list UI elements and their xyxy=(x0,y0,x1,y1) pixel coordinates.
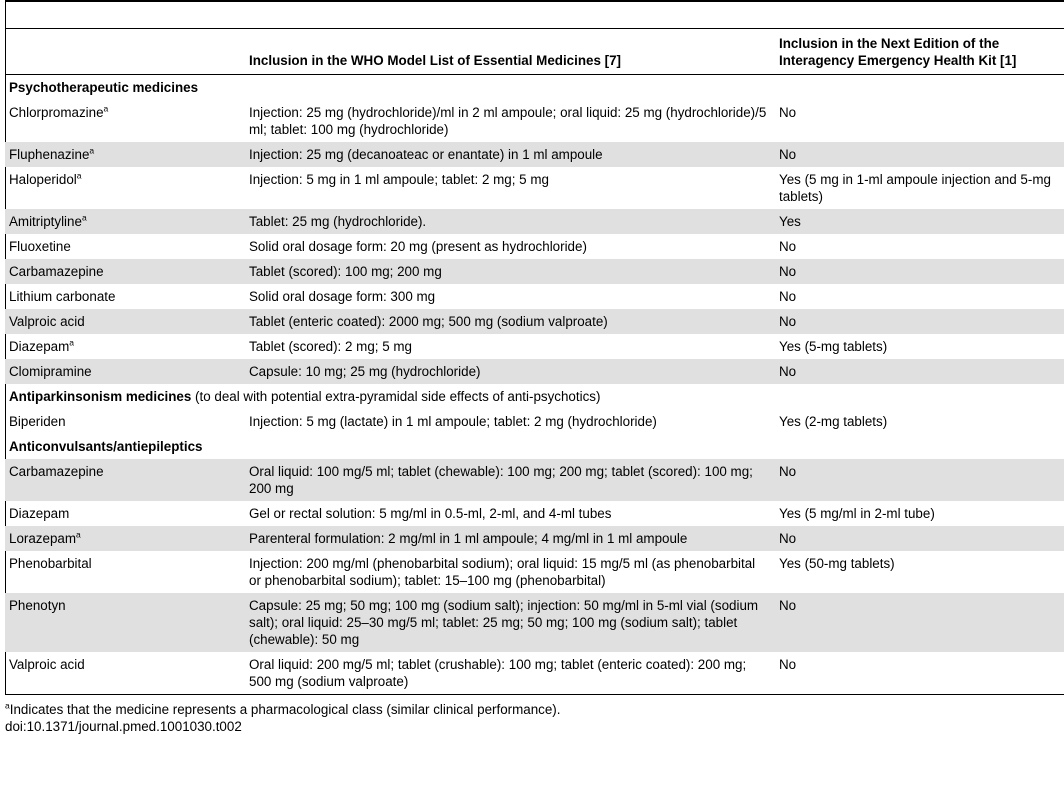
table-row xyxy=(5,501,1064,526)
emergency-kit-cell: No xyxy=(779,105,797,120)
medicine-name-cell xyxy=(5,209,245,234)
medicine-name: Valproic acid xyxy=(9,314,85,329)
emergency-kit-cell: Yes (50-mg tablets) xyxy=(779,556,895,571)
section-title: Psychotherapeutic medicines xyxy=(9,80,199,95)
footnote-marker: a xyxy=(5,700,10,711)
class-marker: a xyxy=(76,529,81,540)
table-row xyxy=(5,284,1064,309)
who-list-cell: Tablet: 25 mg (hydrochloride). xyxy=(245,209,775,234)
class-marker: a xyxy=(89,145,95,156)
medicine-name-cell xyxy=(5,409,245,434)
medicine-name-cell xyxy=(5,501,245,526)
top-rule xyxy=(5,0,1064,2)
medicine-name-cell xyxy=(5,309,245,334)
who-list-cell: Capsule: 10 mg; 25 mg (hydrochloride) xyxy=(245,359,775,384)
medicine-name-cell xyxy=(5,167,245,209)
medicine-name-cell xyxy=(5,234,245,259)
table-row xyxy=(5,551,1064,593)
table-row xyxy=(5,309,1064,334)
who-list-cell: Capsule: 25 mg; 50 mg; 100 mg (sodium salt); injection: 50 mg/ml in 5-ml vial (sodium salt); oral liquid: 25–30 mg/5 ml; tablet: 25 mg; 50 mg; 100 mg (sodium salt); tablet (chewable): 50 mg xyxy=(245,593,775,652)
header-emergency-kit: Inclusion in the Next Edition of the Interagency Emergency Health Kit [1] xyxy=(779,36,1017,68)
medicine-name-cell xyxy=(5,100,245,142)
header-medicine xyxy=(5,29,245,75)
emergency-kit-cell: Yes (5 mg in 1-ml ampoule injection and 5-mg tablets) xyxy=(779,172,1051,204)
table-header xyxy=(5,29,1064,75)
section-heading xyxy=(5,434,1064,459)
medicine-name: Biperiden xyxy=(9,414,66,429)
table-row xyxy=(5,409,1064,434)
section-title: Anticonvulsants/antiepileptics xyxy=(9,439,203,454)
medicine-name: Carbamazepine xyxy=(9,464,104,479)
medicine-name: Lithium carbonate xyxy=(9,289,116,304)
class-marker: a xyxy=(76,170,82,181)
emergency-kit-cell: No xyxy=(775,142,1064,167)
emergency-kit-cell: No xyxy=(775,593,1064,652)
table-row xyxy=(5,234,1064,259)
emergency-kit-cell: Yes (2-mg tablets) xyxy=(779,414,888,429)
medicine-name: Clomipramine xyxy=(9,364,92,379)
medicine-name-cell xyxy=(5,334,245,359)
footnote xyxy=(5,701,560,718)
section-row xyxy=(5,75,1064,101)
table-row xyxy=(5,142,1064,167)
class-marker: a xyxy=(69,337,75,348)
medicine-name: Diazepam xyxy=(9,506,70,521)
medicine-name: Fluoxetine xyxy=(9,239,71,254)
section-title: Antiparkinsonism medicines xyxy=(9,389,192,404)
who-list-cell: Tablet (scored): 2 mg; 5 mg xyxy=(249,339,412,354)
table-row xyxy=(5,209,1064,234)
medicine-name-cell xyxy=(5,142,245,167)
section-heading xyxy=(5,384,1064,409)
medicine-name-cell xyxy=(5,526,245,551)
medicine-name-cell xyxy=(5,593,245,652)
emergency-kit-cell: No xyxy=(775,259,1064,284)
medicine-name-cell xyxy=(5,284,245,309)
medicine-name: Phenobarbital xyxy=(9,556,92,571)
medicine-name: Amitriptyline xyxy=(9,214,82,229)
emergency-kit-cell: No xyxy=(775,359,1064,384)
table-row xyxy=(5,652,1064,695)
who-list-cell: Injection: 25 mg (decanoateac or enantate) in 1 ml ampoule xyxy=(245,142,775,167)
table-row xyxy=(5,167,1064,209)
emergency-kit-cell: Yes xyxy=(775,209,1064,234)
medicines-table xyxy=(5,29,1064,695)
who-list-cell: Solid oral dosage form: 20 mg (present as hydrochloride) xyxy=(249,239,587,254)
emergency-kit-cell: Yes (5-mg tablets) xyxy=(779,339,888,354)
table-row xyxy=(5,259,1064,284)
who-list-cell: Solid oral dosage form: 300 mg xyxy=(249,289,436,304)
emergency-kit-cell: No xyxy=(775,309,1064,334)
who-list-cell: Injection: 25 mg (hydrochloride)/ml in 2 ml ampoule; oral liquid: 25 mg (hydrochloride)/5 ml; tablet: 100 mg (hydrochloride) xyxy=(249,105,767,137)
section-row xyxy=(5,384,1064,409)
table-row xyxy=(5,459,1064,501)
emergency-kit-cell: No xyxy=(779,657,797,672)
section-heading xyxy=(5,75,1064,101)
who-list-cell: Injection: 5 mg in 1 ml ampoule; tablet: 2 mg; 5 mg xyxy=(249,172,549,187)
medicine-name: Carbamazepine xyxy=(9,264,104,279)
medicine-name-cell xyxy=(5,551,245,593)
medicine-name-cell xyxy=(5,459,245,501)
table-row xyxy=(5,526,1064,551)
emergency-kit-cell: No xyxy=(779,289,797,304)
emergency-kit-cell: No xyxy=(775,526,1064,551)
medicine-name-cell xyxy=(5,359,245,384)
who-list-cell: Injection: 5 mg (lactate) in 1 ml ampoule; tablet: 2 mg (hydrochloride) xyxy=(249,414,657,429)
who-list-cell: Tablet (scored): 100 mg; 200 mg xyxy=(245,259,775,284)
section-row xyxy=(5,434,1064,459)
medicine-name: Fluphenazine xyxy=(9,147,90,162)
who-list-cell: Tablet (enteric coated): 2000 mg; 500 mg (sodium valproate) xyxy=(245,309,775,334)
medicine-name: Valproic acid xyxy=(9,657,85,672)
medicine-name: Phenotyn xyxy=(9,598,66,613)
table-body xyxy=(5,75,1064,695)
medicine-name: Haloperidol xyxy=(9,172,77,187)
table-row xyxy=(5,593,1064,652)
medicine-name: Lorazepam xyxy=(9,531,76,546)
medicine-name-cell xyxy=(5,259,245,284)
class-marker: a xyxy=(103,103,109,114)
header-who-list: Inclusion in the WHO Model List of Essential Medicines [7] xyxy=(249,53,622,68)
medicine-name: Chlorpromazine xyxy=(9,105,104,120)
who-list-cell: Oral liquid: 100 mg/5 ml; tablet (chewable): 100 mg; 200 mg; tablet (scored): 100 mg; 200 mg xyxy=(245,459,775,501)
medicine-name-cell xyxy=(5,652,245,695)
table-row xyxy=(5,334,1064,359)
footnote-text: Indicates that the medicine represents a pharmacological class (similar clinical performance). xyxy=(9,702,561,717)
emergency-kit-cell: No xyxy=(775,459,1064,501)
section-note: (to deal with potential extra-pyramidal side effects of anti-psychotics) xyxy=(191,389,601,404)
emergency-kit-cell: No xyxy=(779,239,797,254)
table-row xyxy=(5,100,1064,142)
medicine-name: Diazepam xyxy=(9,339,70,354)
who-list-cell: Injection: 200 mg/ml (phenobarbital sodium); oral liquid: 15 mg/5 ml (as phenobarbital or phenobarbital sodium); tablet: 15–100 mg (phenobarbital) xyxy=(249,556,756,588)
who-list-cell: Gel or rectal solution: 5 mg/ml in 0.5-ml, 2-ml, and 4-ml tubes xyxy=(249,506,612,521)
who-list-cell: Parenteral formulation: 2 mg/ml in 1 ml ampoule; 4 mg/ml in 1 ml ampoule xyxy=(245,526,775,551)
emergency-kit-cell: Yes (5 mg/ml in 2-ml tube) xyxy=(779,506,935,521)
doi-line: doi:10.1371/journal.pmed.1001030.t002 xyxy=(5,719,242,734)
table-footer xyxy=(5,701,560,735)
who-list-cell: Oral liquid: 200 mg/5 ml; tablet (crushable): 100 mg; tablet (enteric coated): 200 mg; 500 mg (sodium valproate) xyxy=(249,657,747,689)
class-marker: a xyxy=(81,212,87,223)
table-row xyxy=(5,359,1064,384)
